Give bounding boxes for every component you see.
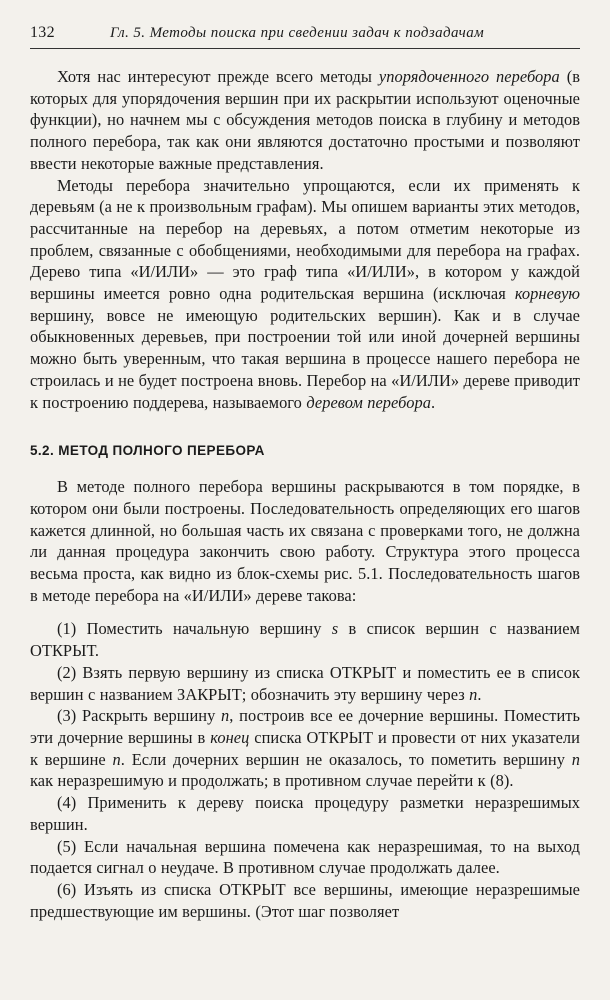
paragraph-2-part-1: Методы перебора значительно упрощаются, если их применять к деревьям (а не к произвольным графам). Мы опишем варианты этих методов, рассчитанные на перебор на деревьях, а потом отметим некоторые из проблем, связанные с обобщениями, необходимыми для перебора на графах. Дерево типа «И/ИЛИ» — это граф типа «И/ИЛИ», в котором у каждой вершины имеется ровно одна родительская вершина (исключая xyxy=(30,175,580,304)
step-1 xyxy=(30,618,580,661)
step-5-text: (5) Если начальная вершина помечена как неразрешимая, то на выход подается сигнал о неудаче. В противном случае продолжать далее. xyxy=(30,836,580,878)
step-1-part-1: (1) Поместить начальную вершину xyxy=(57,619,332,639)
step-1-part-3: в список вершин с названием ОТКРЫТ. xyxy=(30,619,580,661)
step-3-variable-n-1: n xyxy=(221,706,230,726)
paragraph-1-italic-term: упорядоченного перебора xyxy=(378,67,560,86)
paragraph-2-italic-search-tree: деревом перебора xyxy=(306,392,431,412)
step-3 xyxy=(30,705,580,792)
step-3-part-9: как неразрешимую и продолжать; в противном случае перейти к (8). xyxy=(30,771,514,791)
step-2-part-3: . xyxy=(477,684,482,704)
step-3-variable-n-2: n xyxy=(112,749,121,769)
section-title: 5.2. МЕТОД ПОЛНОГО ПЕРЕБОРА xyxy=(30,443,265,459)
paragraph-1-part-1: Хотя нас интересуют прежде всего методы xyxy=(57,67,379,86)
step-3-part-3: , построив все ее дочерние вершины. Поместить эти дочерние вершины в xyxy=(30,706,581,747)
paragraph-1-part-3: (в которых для упорядочения вершин при их раскрытии используют оценочные функции), но начнем мы с обсуждения методов поиска в глубину и методов полного перебора, так как они являются достаточно простыми и позволяют ввести некоторые важные представления. xyxy=(30,67,580,173)
step-6 xyxy=(30,879,580,922)
step-6-text: (6) Изъять из списка ОТКРЫТ все вершины, имеющие неразрешимые предшествующие им вершины. (Этот шаг позволяет xyxy=(30,879,580,921)
step-2 xyxy=(30,662,580,705)
section-intro: В методе полного перебора вершины раскрываются в том порядке, в котором они были построены. Последовательность определяющих его шагов кажется длинной, но большая часть их связана с проверками того, не должна ли данная процедура закончить свою работу. Структура этого процесса весьма проста, как видно из блок-схемы рис. 5.1. Последовательность шагов в методе перебора на «И/ИЛИ» дереве такова: xyxy=(30,477,580,605)
page-number: 132 xyxy=(30,24,55,41)
page-content xyxy=(30,66,580,922)
step-3-part-5: списка ОТКРЫТ и провести от них указатели к вершине xyxy=(30,727,580,769)
step-3-italic-end: конец xyxy=(210,727,250,747)
algorithm-steps xyxy=(30,618,580,922)
step-3-part-1: (3) Раскрыть вершину xyxy=(57,706,222,726)
step-1-variable-s: s xyxy=(331,619,339,639)
paragraph-1 xyxy=(30,66,580,175)
page-header xyxy=(30,24,580,49)
step-4-text: (4) Применить к дереву поиска процедуру разметки неразрешимых вершин. xyxy=(30,793,580,834)
paragraph-2-italic-root: корневую xyxy=(514,284,580,304)
step-2-part-1: (2) Взять первую вершину из списка ОТКРЫТ и поместить ее в список вершин с названием ЗАКРЫТ; обозначить эту вершину через xyxy=(30,662,580,704)
paragraph-2-part-5: . xyxy=(430,392,436,412)
step-3-part-7: . Если дочерних вершин не оказалось, то пометить вершину xyxy=(120,749,572,769)
step-3-variable-n-3: n xyxy=(571,749,580,769)
step-4 xyxy=(30,792,580,835)
step-2-variable-n: n xyxy=(469,684,478,704)
paragraph-2-part-3: вершину, вовсе не имеющую родительских вершин). Как и в случае обыкновенных деревьев, при построении той или иной дочерней вершины можно быть уверенным, что такая вершина в процессе нашего перебора не строилась и не будет построена вновь. Перебор на «И/ИЛИ» дереве приводит к построению поддерева, называемого xyxy=(30,305,580,412)
running-head: Гл. 5. Методы поиска при сведении задач к подзадачам xyxy=(110,25,485,41)
paragraph-2 xyxy=(30,175,580,414)
step-5 xyxy=(30,836,580,879)
